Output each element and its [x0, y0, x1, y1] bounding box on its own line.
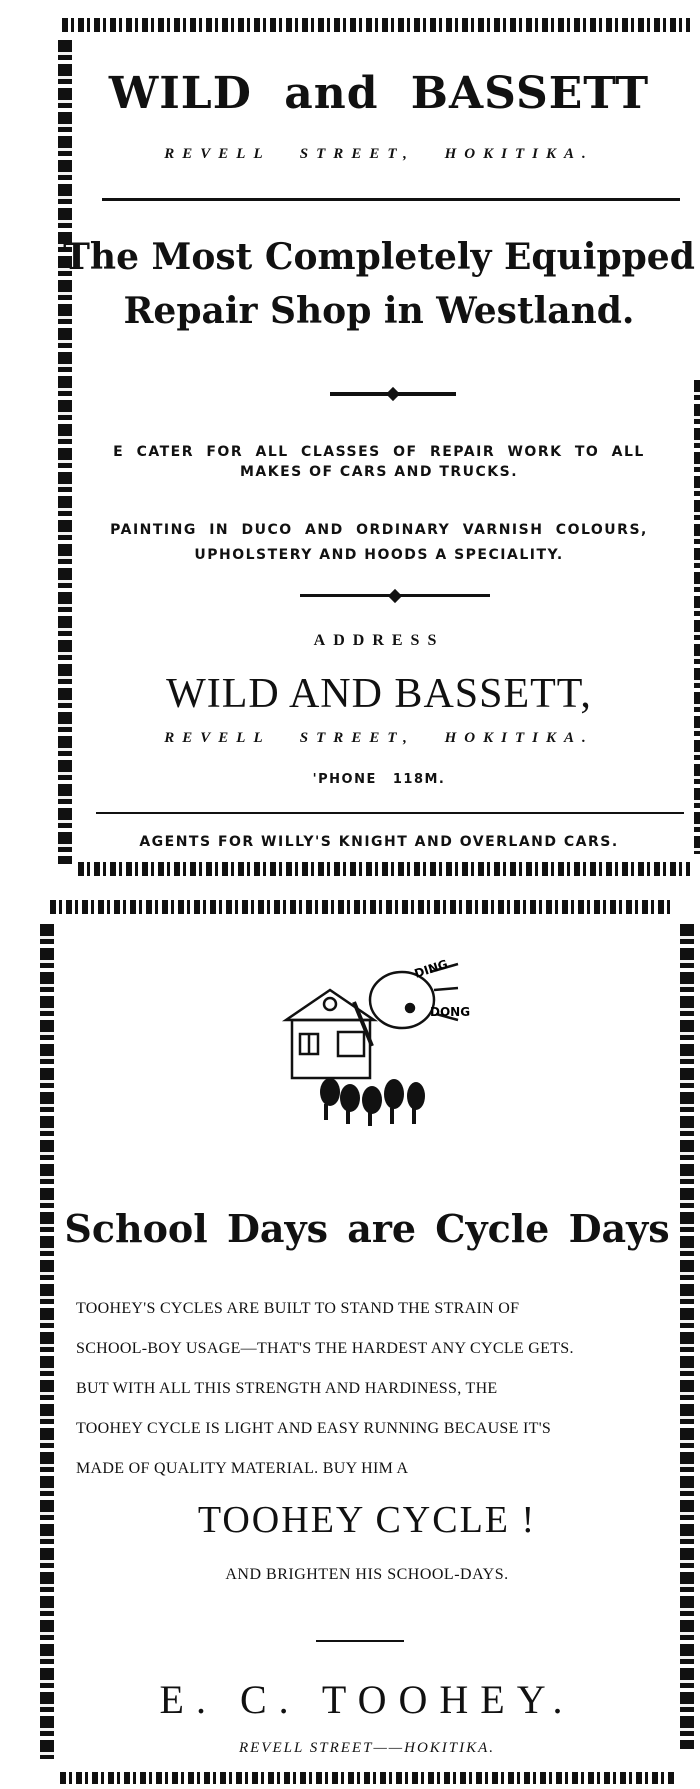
- bottom-border: [78, 862, 690, 876]
- body-line-5: MADE OF QUALITY MATERIAL. BUY HIM A: [76, 1460, 409, 1477]
- body-line-1: TOOHEY'S CYCLES ARE BUILT TO STAND THE STRAIN OF: [76, 1300, 520, 1317]
- street-line: REVELL STREET, HOKITIKA.: [164, 146, 594, 162]
- repair-paragraph-line-2: MAKES OF CARS AND TRUCKS.: [239, 464, 519, 480]
- repair-paragraph-line-1: E CATER FOR ALL CLASSES OF REPAIR WORK TO ALL: [113, 444, 645, 460]
- headline: School Days are Cycle Days: [64, 1206, 670, 1251]
- agents-line: AGENTS FOR WILLY'S KNIGHT AND OVERLAND CARS.: [139, 834, 619, 850]
- divider-rule-2: [96, 812, 684, 814]
- wild-and-bassett-advertisement: [58, 0, 700, 884]
- right-border: [680, 924, 694, 1749]
- signature-street: REVELL STREET——HOKITIKA.: [238, 1740, 496, 1756]
- toohey-cycles-advertisement: [40, 900, 694, 1789]
- phone-number: 'PHONE 118M.: [312, 772, 446, 787]
- business-name: WILD and BASSETT: [108, 68, 650, 119]
- school-bell-illustration: [280, 956, 471, 1130]
- address-street: REVELL STREET, HOKITIKA.: [164, 730, 594, 746]
- bell-shape: [370, 972, 434, 1028]
- bell-text-ding: DING: [412, 956, 450, 981]
- product-name: TOOHEY CYCLE !: [197, 1499, 537, 1541]
- bottom-border: [60, 1772, 674, 1784]
- top-border: [62, 18, 690, 32]
- body-line-2: SCHOOL-BOY USAGE—THAT'S THE HARDEST ANY CYCLE GETS.: [76, 1340, 574, 1357]
- short-rule: [316, 1640, 404, 1642]
- divider-rule: [102, 198, 680, 201]
- headline-line-1: The Most Completely Equipped: [63, 236, 695, 278]
- address-name: WILD AND BASSETT,: [166, 671, 592, 717]
- signature-name: E. C. TOOHEY.: [159, 1677, 575, 1722]
- children-group: [320, 1078, 425, 1126]
- body-line-3: BUT WITH ALL THIS STRENGTH AND HARDINESS, THE: [76, 1380, 498, 1397]
- top-border: [50, 900, 674, 914]
- body-line-4: TOOHEY CYCLE IS LIGHT AND EASY RUNNING BECAUSE IT'S: [76, 1420, 552, 1437]
- painting-paragraph-line-1: PAINTING IN DUCO AND ORDINARY VARNISH COLOURS,: [110, 522, 648, 538]
- ornament-divider-2: [300, 594, 490, 597]
- painting-paragraph-line-2: UPHOLSTERY AND HOODS A SPECIALITY.: [194, 547, 564, 563]
- tagline: AND BRIGHTEN HIS SCHOOL-DAYS.: [225, 1566, 509, 1583]
- headline-line-2: Repair Shop in Westland.: [123, 290, 635, 332]
- left-border: [40, 924, 54, 1759]
- ornament-divider: [330, 392, 456, 396]
- schoolhouse-wall: [292, 1020, 370, 1078]
- address-label: ADDRESS: [313, 632, 445, 649]
- bell-text-dong: DONG: [430, 1005, 471, 1019]
